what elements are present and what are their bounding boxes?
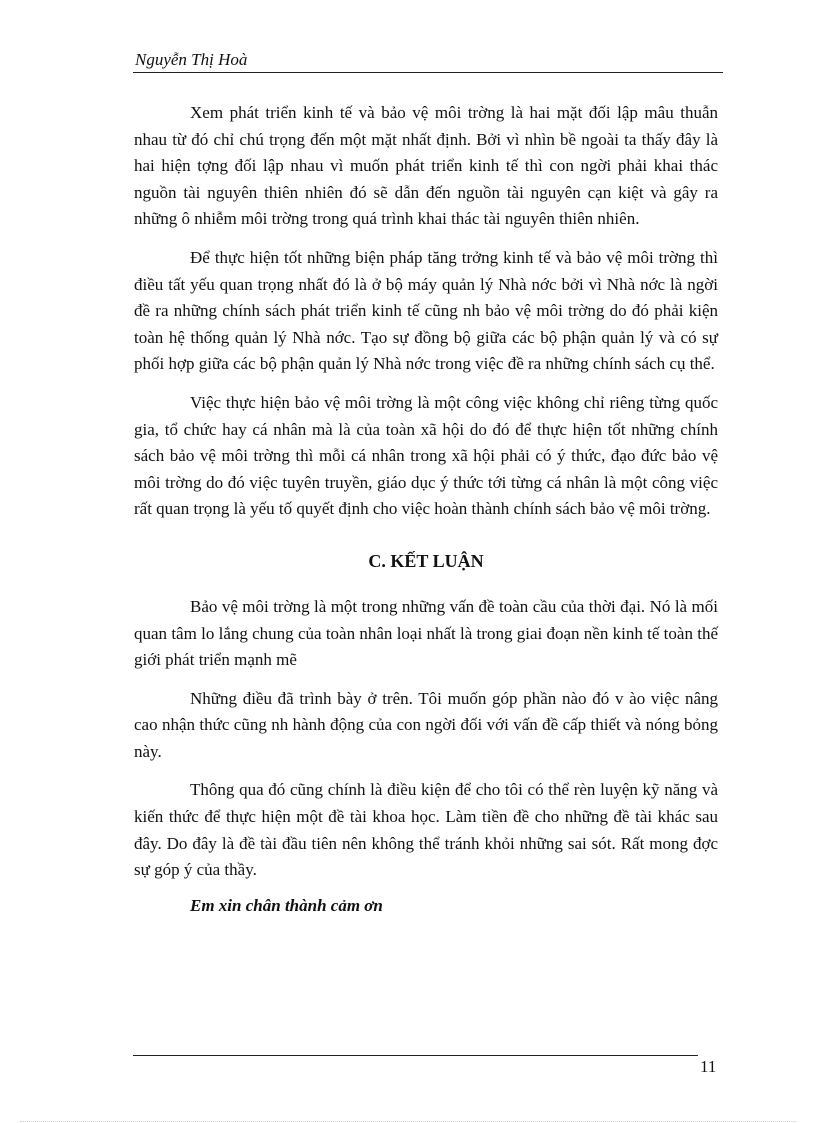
- footer-divider: [133, 1055, 698, 1056]
- page-number: 11: [700, 1057, 717, 1076]
- running-header-author: Nguyễn Thị Hoà: [135, 50, 248, 69]
- closing-line: Em xin chân thành cảm ơn: [190, 895, 383, 915]
- paragraph: Những điều đã trình bày ở trên. Tôi muốn góp phần nào đó v ào việc nâng cao nhận thức cũng nh hành động của con ngời đối với vấn đề cấp thiết và nóng bỏng này.: [134, 688, 718, 761]
- paragraph: Để thực hiện tốt những biện pháp tăng trởng kinh tế và bảo vệ môi trờng thì điều tất yếu quan trọng nhất đó là ở bộ máy quản lý Nhà nớc bởi vì Nhà nớc là ngời đề ra những chính sách phát triển kinh tế cũng nh bảo vệ môi trờng do đó phải kiện toàn hệ thống quản lý Nhà nớc. Tạo sự đồng bộ giữa các bộ phận quản lý và có sự phối hợp giữa các bộ phận quản lý Nhà nớc trong việc đề ra những chính sách cụ thể.: [134, 247, 718, 374]
- paragraph: Xem phát triển kinh tế và bảo vệ môi trờng là hai mặt đối lập mâu thuẫn nhau từ đó chỉ chú trọng đến một mặt nhất định. Bởi vì nhìn bề ngoài ta thấy đây là hai hiện tợng đối lập nhau vì muốn phát triển kinh tế thì con ngời phải khai thác nguồn tài nguyên thiên nhiên đó sẽ dẫn đến nguồn tài nguyên cạn kiệt và gây ra những ô nhiễm môi trờng trong quá trình khai thác tài nguyên thiên nhiên.: [134, 103, 718, 229]
- paragraph: Bảo vệ môi trờng là một trong những vấn đề toàn cầu của thời đại. Nó là mối quan tâm lo lắng chung của toàn nhân loại nhất là trong giai đoạn nền kinh tế toàn thế giới phát triển mạnh mẽ: [134, 596, 718, 670]
- header-divider: [133, 72, 723, 73]
- paragraph: Việc thực hiện bảo vệ môi trờng là một công việc không chỉ riêng từng quốc gia, tổ chức hay cá nhân mà là của toàn xã hội do đó để thực hiện tốt những chính sách bảo vệ môi trờng thì mỗi cá nhân trong xã hội phải có ý thức, đạo đức bảo vệ môi trờng do đó việc tuyên truyền, giáo dục ý thức tới từng cá nhân là một công việc rất quan trọng là yếu tố quyết định cho việc hoàn thành chính sách bảo vệ môi trờng.: [134, 392, 718, 519]
- section-heading-conclusion: C. KẾT LUẬN: [368, 550, 484, 571]
- page-edge: [20, 1121, 796, 1122]
- page-body: [134, 100, 718, 916]
- paragraph: Thông qua đó cũng chính là điều kiện để cho tôi có thể rèn luyện kỹ năng và kiến thức để thực hiện một đề tài khoa học. Làm tiền đề cho những đề tài khác sau đây. Do đây là đề tài đầu tiên nên không thể tránh khỏi những sai sót. Rất mong đợc sự góp ý của thầy.: [134, 780, 718, 880]
